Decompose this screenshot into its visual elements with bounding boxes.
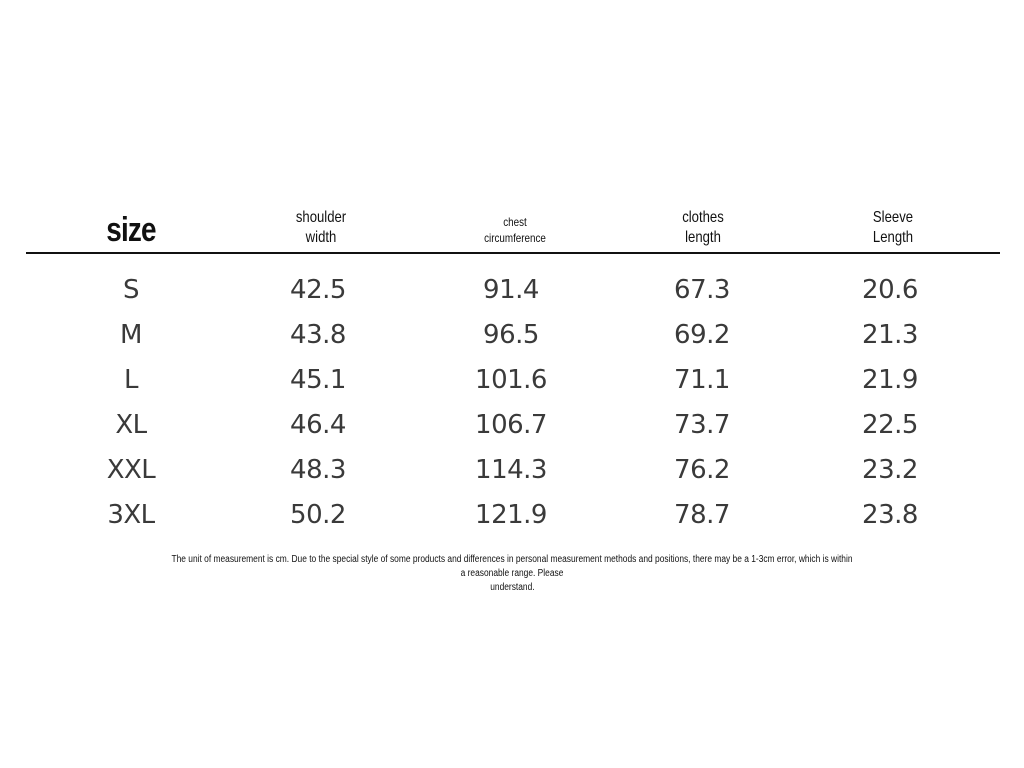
cell-chest-circumference: 96.5	[483, 320, 539, 350]
cell-size: XXL	[106, 455, 156, 485]
cell-sleeve-length: 23.2	[862, 455, 918, 485]
cell-sleeve-length: 21.3	[862, 320, 918, 350]
header-sleeve-line2: Length	[872, 229, 914, 246]
cell-chest-circumference: 101.6	[475, 365, 547, 395]
header-chest-circumference	[466, 214, 564, 246]
cell-shoulder-width: 43.8	[290, 320, 346, 350]
cell-chest-circumference: 91.4	[483, 275, 539, 305]
table-row	[0, 448, 1024, 493]
cell-sleeve-length: 21.9	[862, 365, 918, 395]
cell-size: L	[124, 365, 138, 395]
cell-sleeve-length: 20.6	[862, 275, 918, 305]
cell-sleeve-length: 23.8	[862, 500, 918, 530]
header-clothes-line2: length	[685, 229, 721, 246]
header-shoulder-line1: shoulder	[295, 209, 347, 226]
cell-shoulder-width: 50.2	[290, 500, 346, 530]
table-row	[0, 493, 1024, 538]
table-row	[0, 358, 1024, 403]
cell-clothes-length: 78.7	[674, 500, 730, 530]
cell-chest-circumference: 106.7	[475, 410, 547, 440]
header-size-label: size	[106, 211, 156, 249]
header-size	[82, 211, 180, 250]
cell-shoulder-width: 48.3	[290, 455, 346, 485]
cell-size: 3XL	[107, 500, 155, 530]
header-shoulder-width	[272, 208, 370, 248]
header-divider	[26, 252, 1000, 254]
cell-clothes-length: 73.7	[674, 410, 730, 440]
header-chest-line1: chest	[503, 215, 527, 229]
table-header	[0, 200, 1024, 252]
cell-clothes-length: 76.2	[674, 455, 730, 485]
cell-size: M	[120, 320, 142, 350]
header-clothes-length	[654, 208, 752, 248]
cell-clothes-length: 71.1	[674, 365, 730, 395]
cell-shoulder-width: 42.5	[290, 275, 346, 305]
measurement-note-line2: understand.	[489, 582, 535, 593]
cell-clothes-length: 69.2	[674, 320, 730, 350]
cell-chest-circumference: 114.3	[475, 455, 547, 485]
measurement-note	[104, 553, 920, 595]
table-row	[0, 403, 1024, 448]
cell-clothes-length: 67.3	[674, 275, 730, 305]
cell-shoulder-width: 46.4	[290, 410, 346, 440]
header-sleeve-line1: Sleeve	[872, 209, 914, 226]
table-row	[0, 268, 1024, 313]
header-shoulder-line2: width	[305, 229, 337, 246]
table-row	[0, 313, 1024, 358]
header-sleeve-length	[844, 208, 942, 248]
header-clothes-line1: clothes	[682, 209, 724, 226]
cell-sleeve-length: 22.5	[862, 410, 918, 440]
cell-chest-circumference: 121.9	[475, 500, 547, 530]
cell-size: XL	[115, 410, 147, 440]
cell-shoulder-width: 45.1	[290, 365, 346, 395]
header-chest-line2: circumference	[484, 231, 546, 245]
measurement-note-line1: The unit of measurement is cm. Due to the special style of some products and differences in personal measurement methods and positions, there may be a 1-3cm error, which is within a reasonable range. Please	[171, 554, 853, 579]
cell-size: S	[122, 275, 139, 305]
